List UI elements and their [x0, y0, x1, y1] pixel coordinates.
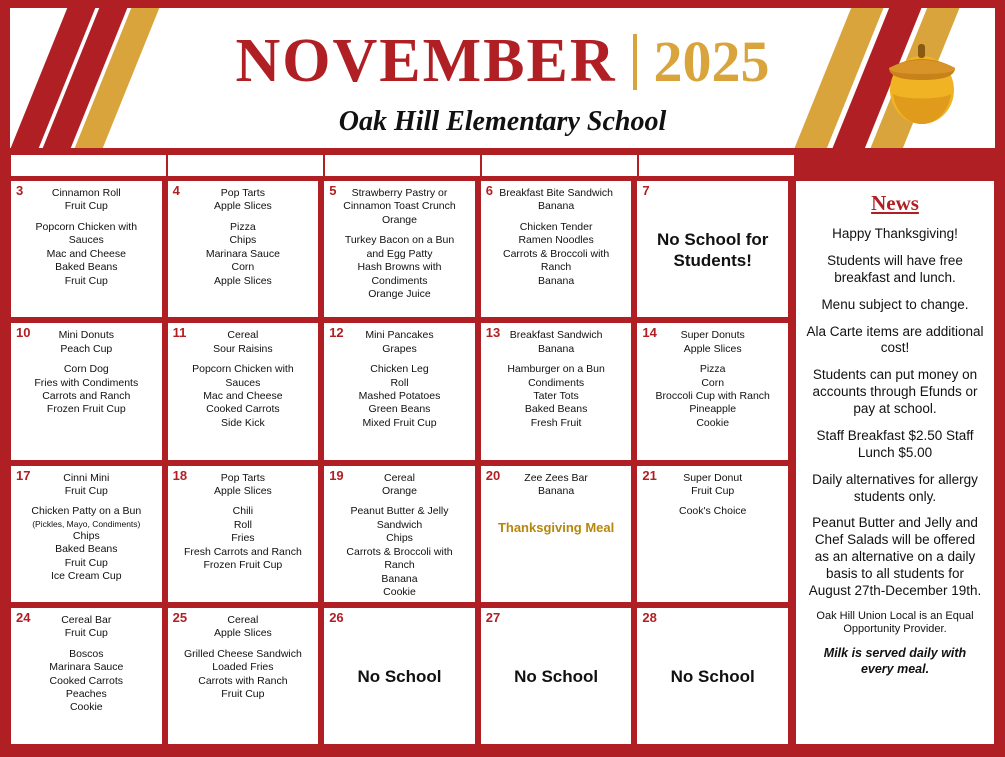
breakfast-menu	[487, 329, 626, 356]
calendar-day-cell	[636, 180, 789, 318]
menu-item: Tater Tots	[533, 390, 579, 402]
menu-item: Grilled Cheese Sandwich	[183, 647, 302, 660]
calendar-day-cell	[636, 465, 789, 603]
menu-item: Mini Donuts	[58, 329, 115, 342]
breakfast-menu	[487, 472, 626, 499]
breakfast-menu	[330, 187, 469, 227]
weekday-wednesday: WEDNESDAY	[324, 154, 481, 177]
menu-item: Roll	[233, 518, 252, 531]
day-number: 12	[329, 325, 344, 341]
menu-item: Cooked Carrots	[49, 674, 124, 687]
day-number: 18	[172, 467, 188, 483]
calendar-day-cell	[10, 465, 163, 603]
calendar-day-cell	[167, 465, 320, 603]
menu-item: Cook's Choice	[679, 505, 747, 518]
calendar-body	[10, 180, 995, 745]
news-item: Daily alternatives for allergy students only.	[812, 471, 978, 504]
lunch-menu	[17, 505, 156, 583]
breakfast-menu	[174, 614, 313, 641]
weekday-monday: MONDAY	[10, 154, 167, 177]
no-school-label: No School	[670, 667, 755, 687]
menu-item: Pop Tarts	[220, 187, 265, 199]
menu-item: Fruit Cup	[64, 484, 108, 497]
menu-item: Condiments	[528, 376, 585, 389]
breakfast-menu	[643, 329, 782, 356]
menu-item: Ramen Noodles	[518, 234, 594, 247]
menu-item: Apple Slices	[683, 342, 742, 355]
lunch-menu	[17, 363, 156, 417]
menu-item: Popcorn Chicken with Sauces	[35, 220, 138, 247]
menu-item: Mac and Cheese	[203, 390, 283, 402]
menu-item: Carrots & Broccoli with Ranch	[502, 247, 610, 274]
menu-item: Loaded Fries	[212, 661, 274, 674]
menu-item: Chips	[386, 532, 413, 545]
day-number: 17	[16, 467, 31, 483]
calendar-day-cell	[480, 607, 633, 745]
menu-item: Side Kick	[221, 416, 265, 429]
day-number: 27	[485, 609, 501, 625]
weekday-header	[10, 150, 995, 180]
breakfast-menu	[17, 329, 156, 356]
menu-item: Cereal	[227, 329, 259, 342]
menu-item: Mashed Potatoes	[358, 390, 441, 402]
news-item: Oak Hill Union Local is an Equal Opportunity Provider.	[816, 609, 974, 635]
menu-item: Pineapple	[689, 403, 737, 416]
news-item: Students can put money on accounts through Efunds or pay at school.	[812, 367, 978, 416]
menu-item: Frozen Fruit Cup	[46, 403, 126, 416]
menu-item: Chicken Leg	[370, 363, 429, 376]
menu-item: (Pickles, Mayo, Condiments)	[32, 518, 141, 529]
menu-item: Banana	[537, 342, 575, 355]
menu-item: Strawberry Pastry or	[351, 187, 448, 199]
calendar-day-cell	[167, 180, 320, 318]
day-number: 25	[172, 609, 188, 625]
day-number: 21	[642, 467, 657, 483]
menu-item: Cookie	[69, 701, 103, 714]
menu-item: Cereal	[384, 471, 415, 484]
title-divider	[633, 34, 637, 90]
menu-item: Cookie	[696, 416, 730, 429]
month-title: NOVEMBER	[235, 27, 617, 95]
menu-item: Pizza	[230, 220, 256, 233]
menu-item: Marinara Sauce	[205, 247, 280, 260]
menu-item: Fries with Condiments	[34, 376, 139, 389]
lunch-menu	[643, 363, 782, 430]
calendar-day-cell	[167, 607, 320, 745]
menu-item: Apple Slices	[214, 627, 272, 640]
menu-item: Corn	[231, 261, 255, 274]
menu-item: Carrots & Broccoli with Ranch	[346, 545, 453, 572]
no-school-label: No School	[357, 667, 442, 687]
calendar-header	[10, 8, 995, 148]
menu-item: Super Donuts	[680, 329, 745, 342]
breakfast-menu	[17, 614, 156, 641]
year-title: 2025	[653, 29, 770, 94]
menu-item: Chips	[229, 234, 257, 247]
breakfast-menu	[330, 472, 469, 499]
lunch-menu	[643, 505, 782, 518]
no-school-label: No School for Students!	[656, 229, 769, 271]
menu-item: Peaches	[65, 687, 107, 700]
menu-item: Peanut Butter & Jelly Sandwich	[350, 505, 449, 531]
menu-item: Apple Slices	[214, 274, 272, 287]
menu-item: Chicken Patty on a Bun	[31, 505, 142, 518]
calendar-day-cell	[480, 322, 633, 460]
menu-item: Baked Beans	[55, 543, 118, 556]
menu-item: Fruit Cup	[64, 200, 108, 213]
lunch-menu	[330, 505, 469, 599]
menu-item: Cooked Carrots	[206, 403, 280, 416]
menu-item: Peach Cup	[60, 342, 113, 355]
weekday-tuesday: TUESDAY	[167, 154, 324, 177]
menu-item: Marinara Sauce	[49, 661, 124, 674]
menu-item: Roll	[390, 376, 409, 389]
calendar-day-cell	[323, 607, 476, 745]
day-menu	[172, 472, 315, 573]
news-item: Staff Breakfast $2.50 Staff Lunch $5.00	[816, 427, 974, 460]
menu-item: Cereal	[227, 613, 259, 626]
menu-item: Fruit Cup	[64, 274, 108, 287]
menu-item: Orange	[381, 213, 417, 226]
menu-item: Chili	[232, 505, 254, 518]
day-menu	[15, 187, 158, 288]
menu-item: Fruit Cup	[64, 556, 108, 569]
lunch-menu	[487, 363, 626, 430]
day-number: 3	[16, 183, 24, 198]
menu-item: Breakfast Bite Sandwich	[499, 187, 613, 199]
day-menu	[15, 329, 158, 417]
calendar-day-cell	[167, 322, 320, 460]
menu-item: Breakfast Sandwich	[509, 329, 603, 342]
lunch-menu	[17, 648, 156, 715]
calendar-day-cell	[480, 465, 633, 603]
weekday-thursday: THURSDAY	[481, 154, 638, 177]
menu-item: Mac and Cheese	[46, 247, 126, 260]
news-title: News	[871, 191, 919, 215]
day-number: 10	[16, 325, 31, 341]
breakfast-menu	[17, 187, 156, 214]
breakfast-menu	[174, 472, 313, 499]
menu-item: Fruit Cup	[221, 687, 265, 700]
menu-item: Banana	[537, 200, 575, 213]
menu-item: Cinni Mini	[63, 471, 110, 484]
menu-item: Zee Zees Bar	[524, 471, 588, 484]
no-school-label: No School	[514, 667, 599, 687]
day-menu	[328, 329, 471, 430]
breakfast-menu	[643, 472, 782, 499]
calendar-day-cell	[10, 607, 163, 745]
menu-item: Frozen Fruit Cup	[203, 559, 283, 572]
menu-item: Carrots with Ranch	[198, 674, 288, 687]
menu-item: Apple Slices	[214, 200, 272, 213]
menu-item: Cinnamon Toast Crunch	[343, 200, 456, 213]
news-item: Peanut Butter and Jelly and Chef Salads will be offered as an alternative on a daily basis to all students for August 27th-December 19th.	[808, 515, 982, 598]
menu-item: Cookie	[383, 586, 416, 598]
acorn-icon	[877, 28, 967, 128]
day-number: 20	[485, 467, 501, 483]
day-number: 4	[172, 183, 180, 198]
school-name: Oak Hill Elementary School	[338, 106, 667, 137]
calendar-day-cell	[480, 180, 633, 318]
menu-item: Popcorn Chicken with Sauces	[192, 363, 294, 389]
menu-item: Fresh Carrots and Ranch	[183, 545, 302, 558]
day-menu	[485, 472, 628, 499]
menu-item: Fresh Fruit	[530, 416, 582, 429]
menu-item: Baked Beans	[55, 261, 118, 274]
menu-item: Cinnamon Roll	[51, 187, 121, 199]
breakfast-menu	[174, 329, 313, 356]
lunch-menu	[330, 234, 469, 301]
menu-item: Hash Browns with Condiments	[357, 261, 442, 287]
menu-item: Sour Raisins	[213, 342, 273, 355]
breakfast-menu	[330, 329, 469, 356]
lunch-menu	[174, 363, 313, 430]
calendar-day-cell	[10, 322, 163, 460]
menu-item: Pop Tarts	[220, 471, 265, 484]
day-menu	[15, 472, 158, 584]
day-number: 5	[329, 183, 337, 198]
breakfast-menu	[17, 472, 156, 499]
day-number: 28	[642, 609, 657, 625]
menu-item: Turkey Bacon on a Bun	[344, 234, 455, 247]
day-number: 6	[485, 183, 494, 198]
day-number: 11	[172, 325, 187, 341]
menu-item: Pizza	[699, 363, 726, 376]
day-number: 14	[642, 325, 657, 341]
menu-item: Chips	[72, 529, 100, 542]
calendar-day-cell	[323, 180, 476, 318]
news-item: Happy Thanksgiving!	[832, 226, 958, 241]
day-number: 24	[16, 609, 31, 625]
menu-item: Carrots and Ranch	[42, 390, 131, 402]
day-number: 7	[642, 183, 650, 198]
menu-item: Mini Pancakes	[365, 329, 434, 342]
menu-item: Orange	[381, 484, 417, 497]
menu-item: Fruit Cup	[64, 627, 108, 640]
day-menu	[328, 472, 471, 600]
day-menu	[485, 329, 628, 430]
menu-item: Corn	[701, 376, 725, 389]
day-menu	[328, 187, 471, 302]
menu-item: Super Donut	[683, 471, 743, 484]
menu-item: Baked Beans	[524, 403, 588, 416]
menu-item: Fruit Cup	[691, 484, 735, 497]
menu-item: Mixed Fruit Cup	[362, 416, 437, 429]
news-item: Students will have free breakfast and lunch.	[827, 252, 963, 285]
calendar-day-cell	[636, 607, 789, 745]
day-number: 26	[329, 609, 344, 625]
day-menu	[172, 329, 315, 430]
special-event-label: Thanksgiving Meal	[497, 520, 615, 536]
menu-item: Chicken Tender	[519, 220, 593, 233]
breakfast-menu	[487, 187, 626, 214]
weekday-friday: FRIDAY	[638, 154, 795, 177]
menu-item: Boscos	[69, 647, 104, 660]
lunch-menu	[487, 221, 626, 288]
calendar-day-cell	[323, 465, 476, 603]
breakfast-menu	[174, 187, 313, 214]
menu-item: Banana	[381, 572, 418, 585]
day-number: 19	[329, 467, 344, 483]
lunch-menu	[174, 648, 313, 702]
menu-item: Grapes	[382, 342, 417, 355]
news-item: Ala Carte items are additional cost!	[806, 323, 984, 356]
day-menu	[485, 187, 628, 288]
lunch-menu	[330, 363, 469, 430]
news-panel	[795, 180, 995, 745]
day-menu	[641, 472, 784, 519]
menu-item: Ice Cream Cup	[50, 570, 122, 582]
menu-item: Cereal Bar	[61, 613, 112, 626]
calendar-grid	[10, 180, 789, 745]
menu-item: Orange Juice	[368, 288, 431, 301]
day-menu	[15, 614, 158, 715]
day-menu	[172, 187, 315, 288]
menu-item: Banana	[537, 274, 575, 287]
news-item: Menu subject to change.	[821, 296, 969, 312]
lunch-menu	[17, 221, 156, 288]
menu-item: Green Beans	[368, 403, 431, 416]
menu-item: Apple Slices	[214, 484, 272, 497]
menu-item: and Egg Patty	[366, 247, 433, 260]
calendar-day-cell	[323, 322, 476, 460]
day-menu	[641, 329, 784, 430]
news-items	[806, 226, 984, 677]
calendar-day-cell	[10, 180, 163, 318]
menu-item: Broccoli Cup with Ranch	[655, 390, 770, 402]
lunch-menu	[174, 221, 313, 288]
menu-item: Hamburger on a Bun	[507, 363, 605, 376]
day-number: 13	[485, 325, 501, 341]
title-row	[10, 26, 995, 97]
menu-item: Corn Dog	[63, 363, 109, 376]
menu-item: Fries	[231, 532, 255, 545]
lunch-menu	[174, 505, 313, 572]
menu-item: Banana	[537, 484, 575, 497]
calendar-day-cell	[636, 322, 789, 460]
day-menu	[172, 614, 315, 702]
news-item: Milk is served daily with every meal.	[823, 646, 967, 676]
